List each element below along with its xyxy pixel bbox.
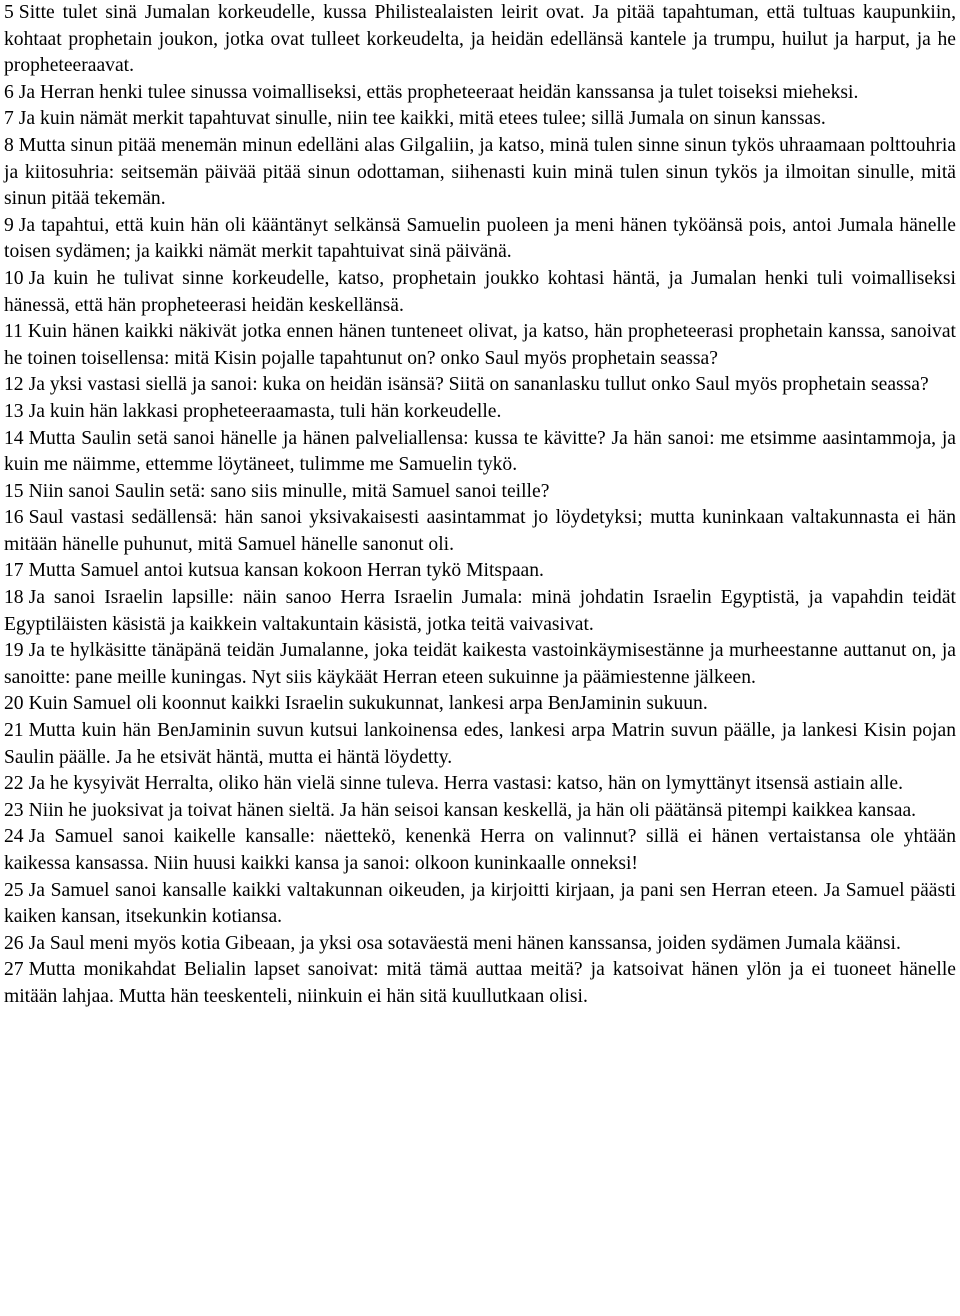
verse-number: 8	[4, 134, 14, 156]
verse-5	[4, 0, 956, 80]
verse-number: 20	[4, 693, 24, 715]
verse-text: Mutta Samuel antoi kutsua kansan kokoon Herran tykö Mitspaan.	[28, 560, 544, 582]
verse-text: Ja kuin he tulivat sinne korkeudelle, katso, prophetain joukko kohtasi häntä, ja Jumalan henki tuli voimalliseksi hänessä, että hän propheteerasi heidän keskellänsä.	[4, 267, 956, 316]
verse-number: 6	[4, 81, 14, 103]
verse-number: 23	[4, 799, 24, 821]
verse-number: 16	[4, 507, 24, 529]
verse-14	[4, 426, 956, 479]
verse-number: 15	[4, 480, 24, 502]
verse-15	[4, 479, 956, 506]
verse-text: Ja kuin hän lakkasi propheteeraamasta, tuli hän korkeudelle.	[28, 400, 502, 422]
verse-16	[4, 505, 956, 558]
verse-number: 18	[4, 587, 24, 609]
verse-8	[4, 133, 956, 213]
verse-text: Ja kuin nämät merkit tapahtuvat sinulle, niin tee kaikki, mitä etees tulee; sillä Jumala on sinun kanssas.	[18, 108, 826, 130]
verse-number: 27	[4, 959, 24, 981]
verse-7	[4, 106, 956, 133]
verse-text: Ja tapahtui, että kuin hän oli kääntänyt selkänsä Samuelin puoleen ja meni hänen tyköänsä pois, antoi Jumala hänelle toisen sydämen; ja kaikki nämät merkit tapahtuivat sinä päivänä.	[4, 214, 956, 263]
verse-11	[4, 319, 956, 372]
verse-number: 17	[4, 560, 24, 582]
verse-12	[4, 372, 956, 399]
verse-text: Ja Saul meni myös kotia Gibeaan, ja yksi osa sotaväestä meni hänen kanssansa, joiden sydämen Jumala käänsi.	[28, 932, 901, 954]
verse-text: Ja te hylkäsitte tänäpänä teidän Jumalanne, joka teidät kaikesta vastoinkäymisestänne ja murheestanne auttanut on, ja sanoitte: pane meille kuningas. Nyt siis käykäät Herran eteen sukuinne ja päämiestenne jälkeen.	[4, 640, 956, 688]
verse-number: 12	[4, 374, 24, 396]
verse-9	[4, 213, 956, 266]
verse-number: 22	[4, 773, 24, 795]
verse-text: Kuin hänen kaikki näkivät jotka ennen hänen tunteneet olivat, ja katso, hän propheteerasi prophetain kanssa, sanoivat he toinen toisellensa: mitä Kisin pojalle tapahtunut on? onko Saul myös prophetain seassa?	[4, 321, 956, 369]
verse-25	[4, 878, 956, 931]
verse-text: Ja sanoi Israelin lapsille: näin sanoo Herra Israelin Jumala: minä johdatin Israelin Egyptistä, ja vapahdin teidät Egyptiläisten käsistä ja kaikkein valtakuntain käsistä, jotka teitä vaivasivat.	[4, 587, 956, 635]
verse-18	[4, 585, 956, 638]
verse-number: 24	[4, 826, 24, 848]
verse-number: 25	[4, 879, 24, 901]
verse-number: 10	[4, 267, 24, 289]
verse-6	[4, 80, 956, 107]
verse-text: Ja yksi vastasi siellä ja sanoi: kuka on heidän isänsä? Siitä on sananlasku tullut onko Saul myös prophetain seassa?	[28, 374, 929, 396]
verse-text: Ja Samuel sanoi kaikelle kansalle: näettekö, kenenkä Herra on valinnut? sillä ei hänen vertaistansa ole yhtään kaikessa kansassa. Niin huusi kaikki kansa ja sanoi: olkoon kuninkaalle onneksi!	[4, 826, 956, 874]
verse-26	[4, 931, 956, 958]
verse-21	[4, 718, 956, 771]
verse-text: Mutta kuin hän BenJaminin suvun kutsui lankoinensa edes, lankesi arpa Matrin suvun päälle, ja lankesi Kisin pojan Saulin päälle. Ja he etsivät häntä, mutta ei häntä löydetty.	[4, 720, 956, 768]
verse-text: Mutta sinun pitää menemän minun edelläni alas Gilgaliin, ja katso, minä tulen sinne sinun tykös uhraamaan polttouhria ja kiitosuhria: seitsemän päivää pitää sinun odottaman, siihenasti kuin minä tulen sinun tykös ja ilmoitan sinulle, mitä sinun pitää tekemän.	[4, 134, 956, 210]
verse-17	[4, 558, 956, 585]
verse-text: Sitte tulet sinä Jumalan korkeudelle, kussa Philistealaisten leirit ovat. Ja pitää tapahtuman, että tultuas kaupunkiin, kohtaat prophetain joukon, jotka ovat tulleet korkeudelta, ja heidän edellänsä kantele ja trumpu, huilut ja harput, ja he propheteeraavat.	[4, 2, 956, 77]
verse-10	[4, 266, 956, 319]
verse-number: 21	[4, 720, 24, 742]
verse-number: 7	[4, 108, 14, 130]
verse-19	[4, 638, 956, 691]
verse-27	[4, 957, 956, 1010]
verse-20	[4, 691, 956, 718]
verse-number: 9	[4, 214, 14, 236]
verse-text: Saul vastasi sedällensä: hän sanoi yksivakaisesti aasintammat jo löydetyksi; mutta kuninkaan valtakunnasta ei hän mitään hänelle puhunut, mitä Samuel hänelle sanonut oli.	[4, 507, 956, 555]
verse-number: 19	[4, 640, 24, 662]
verse-number: 5	[4, 2, 14, 23]
verse-number: 11	[4, 321, 23, 343]
verse-24	[4, 824, 956, 877]
verse-number: 14	[4, 427, 24, 449]
verse-23	[4, 798, 956, 825]
verse-text: Kuin Samuel oli koonnut kaikki Israelin sukukunnat, lankesi arpa BenJaminin sukuun.	[28, 693, 708, 715]
verse-text: Niin he juoksivat ja toivat hänen sieltä. Ja hän seisoi kansan keskellä, ja hän oli päätänsä pitempi kaikkea kansaa.	[28, 799, 917, 821]
verse-text: Niin sanoi Saulin setä: sano siis minulle, mitä Samuel sanoi teille?	[28, 480, 550, 502]
verse-text: Ja he kysyivät Herralta, oliko hän vielä sinne tuleva. Herra vastasi: katso, hän on lymyttänyt itsensä astiain alle.	[28, 773, 903, 795]
verse-22	[4, 771, 956, 798]
verse-13	[4, 399, 956, 426]
verse-number: 13	[4, 400, 24, 422]
verse-text: Ja Samuel sanoi kansalle kaikki valtakunnan oikeuden, ja kirjoitti kirjaan, ja pani sen Herran eteen. Ja Samuel päästi kaiken kansan, itsekunkin kotiansa.	[4, 879, 956, 928]
verse-text: Ja Herran henki tulee sinussa voimalliseksi, ettäs propheteeraat heidän kanssansa ja tulet toiseksi mieheksi.	[18, 81, 859, 103]
verse-number: 26	[4, 932, 24, 954]
verse-text: Mutta monikahdat Belialin lapset sanoivat: mitä tämä auttaa meitä? ja katsoivat hänen ylön ja ei tuoneet hänelle mitään lahjaa. Mutta hän teeskenteli, niinkuin ei hän sitä kuullutkaan olisi.	[4, 959, 956, 1007]
verse-text: Mutta Saulin setä sanoi hänelle ja hänen palveliallensa: kussa te kävitte? Ja hän sanoi: me etsimme aasintammoja, ja kuin me näimme, ettemme löytäneet, tulimme me Samuelin tykö.	[4, 427, 956, 476]
